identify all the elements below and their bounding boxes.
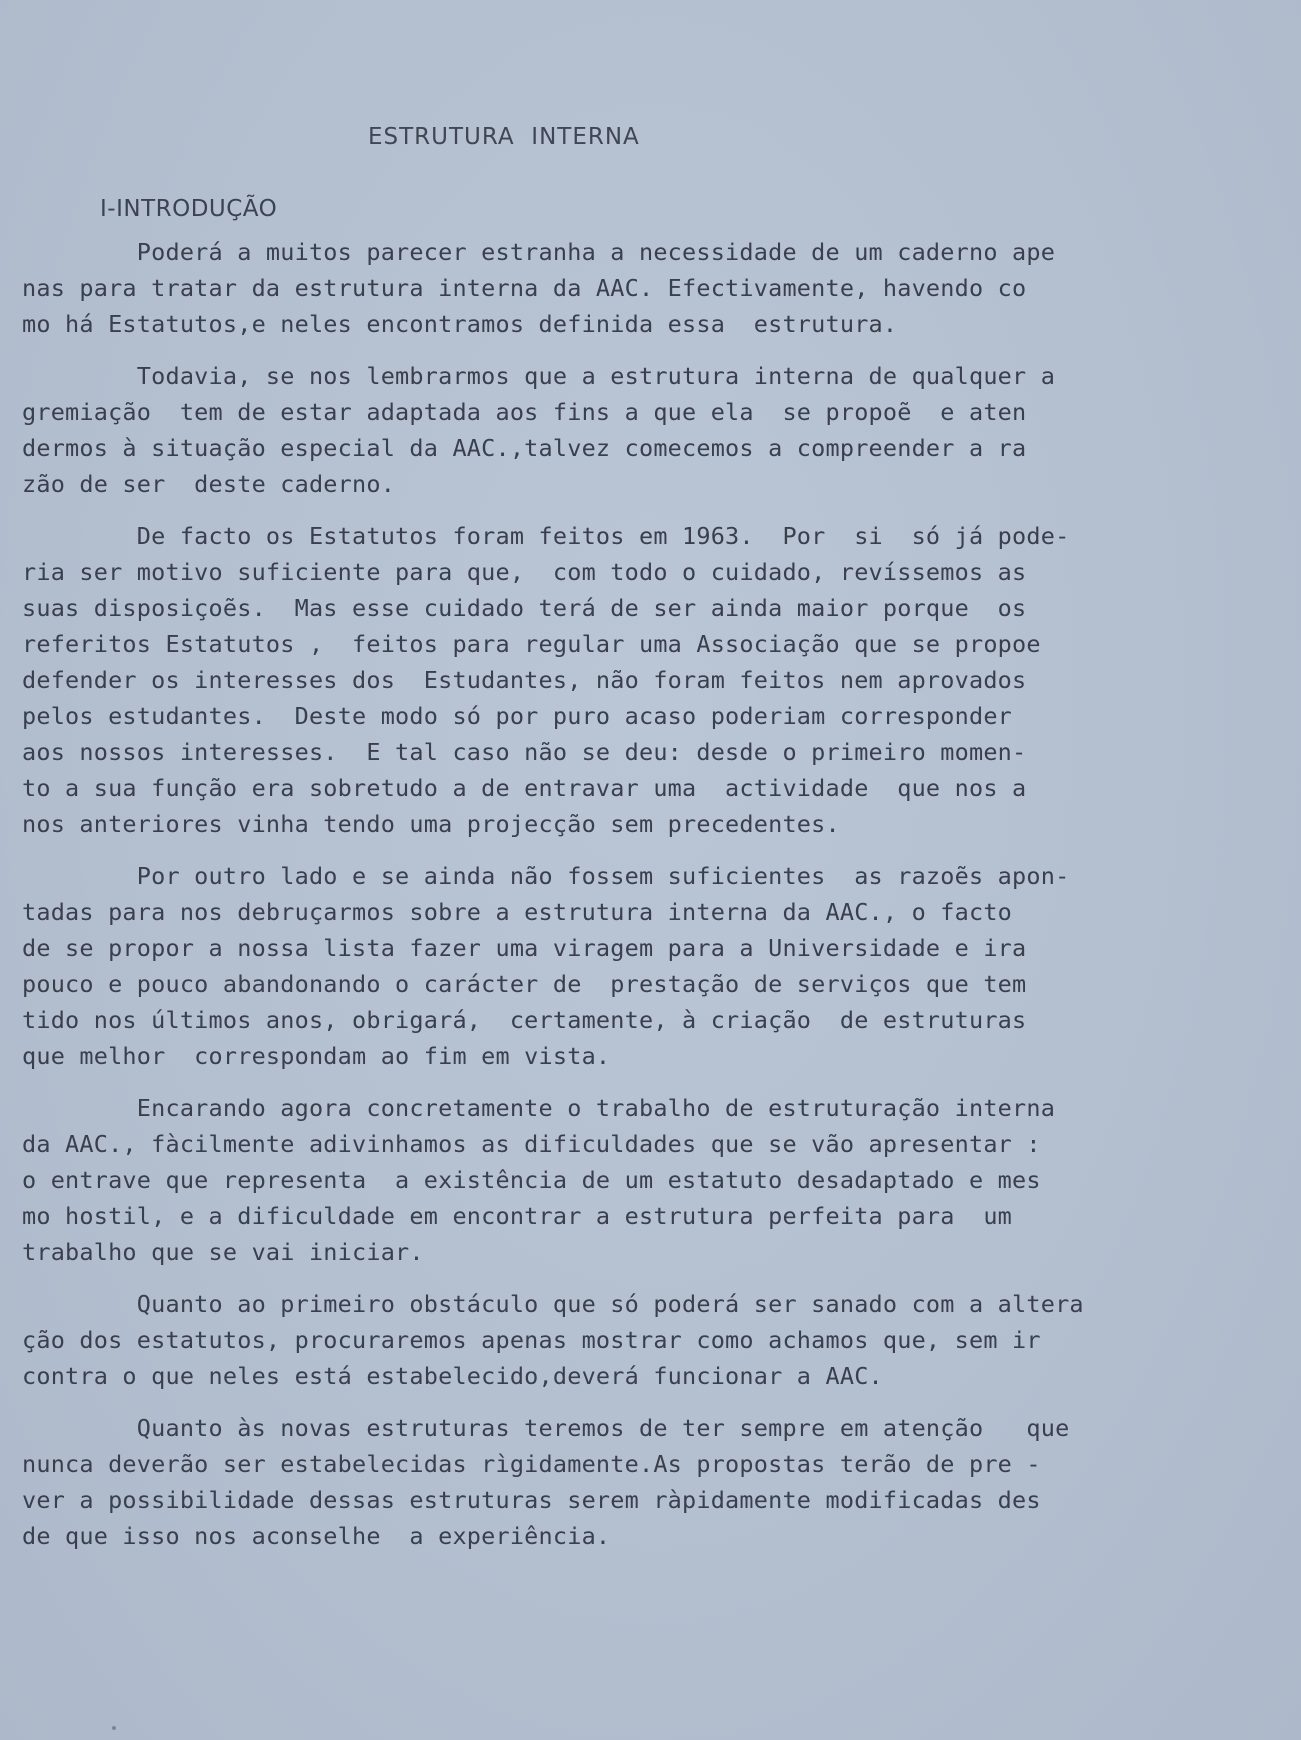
text-line: trabalho que se vai iniciar. xyxy=(22,1238,424,1266)
paragraph-4 xyxy=(22,858,1292,1074)
paragraph-1 xyxy=(22,234,1292,342)
paragraph-2 xyxy=(22,358,1292,502)
text-line: Todavia, se nos lembrarmos que a estrutura interna de qualquer a xyxy=(22,362,1056,390)
paragraph-6 xyxy=(22,1286,1292,1394)
text-line: tido nos últimos anos, obrigará, certamente, à criação de estruturas xyxy=(22,1006,1027,1034)
text-line: nos anteriores vinha tendo uma projecção sem precedentes. xyxy=(22,810,840,838)
text-line: Quanto ao primeiro obstáculo que só poderá ser sanado com a altera xyxy=(22,1290,1084,1318)
text-line: defender os interesses dos Estudantes, não foram feitos nem aprovados xyxy=(22,666,1027,694)
text-line: suas disposiçoẽs. Mas esse cuidado terá de ser ainda maior porque os xyxy=(22,594,1027,622)
text-line: referitos Estatutos , feitos para regular uma Associação que se propoe xyxy=(22,630,1041,658)
text-line: pouco e pouco abandonando o carácter de prestação de serviços que tem xyxy=(22,970,1027,998)
text-line: zão de ser deste caderno. xyxy=(22,470,396,498)
text-line: Poderá a muitos parecer estranha a necessidade de um caderno ape xyxy=(22,238,1056,266)
text-line: Encarando agora concretamente o trabalho de estruturação interna xyxy=(22,1094,1056,1122)
text-line: ria ser motivo suficiente para que, com todo o cuidado, revíssemos as xyxy=(22,558,1027,586)
text-line: ver a possibilidade dessas estruturas serem ràpidamente modificadas des xyxy=(22,1486,1041,1514)
text-line: o entrave que representa a existência de um estatuto desadaptado e mes xyxy=(22,1166,1041,1194)
text-line: que melhor correspondam ao fim em vista. xyxy=(22,1042,611,1070)
section-heading: I-INTRODUÇÃO xyxy=(100,196,278,222)
paragraph-7 xyxy=(22,1410,1292,1554)
paragraph-5 xyxy=(22,1090,1292,1270)
text-line: to a sua função era sobretudo a de entravar uma actividade que nos a xyxy=(22,774,1027,802)
text-line: nunca deverão ser estabelecidas rìgidamente.As propostas terão de pre - xyxy=(22,1450,1041,1478)
paper-speck xyxy=(112,1726,116,1730)
text-line: aos nossos interesses. E tal caso não se deu: desde o primeiro momen- xyxy=(22,738,1027,766)
paragraph-3 xyxy=(22,518,1292,842)
text-line: nas para tratar da estrutura interna da AAC. Efectivamente, havendo co xyxy=(22,274,1027,302)
text-line: de que isso nos aconselhe a experiência. xyxy=(22,1522,611,1550)
body-text xyxy=(22,234,1292,1570)
text-line: tadas para nos debruçarmos sobre a estrutura interna da AAC., o facto xyxy=(22,898,1013,926)
text-line: da AAC., fàcilmente adivinhamos as dificuldades que se vão apresentar : xyxy=(22,1130,1041,1158)
text-line: ção dos estatutos, procuraremos apenas mostrar como achamos que, sem ir xyxy=(22,1326,1041,1354)
text-line: mo hostil, e a dificuldade em encontrar a estrutura perfeita para um xyxy=(22,1202,1013,1230)
text-line: mo há Estatutos,e neles encontramos definida essa estrutura. xyxy=(22,310,898,338)
text-line: De facto os Estatutos foram feitos em 1963. Por si só já pode- xyxy=(22,522,1070,550)
text-line: Quanto às novas estruturas teremos de ter sempre em atenção que xyxy=(22,1414,1070,1442)
text-line: gremiação tem de estar adaptada aos fins a que ela se propoẽ e aten xyxy=(22,398,1027,426)
text-line: Por outro lado e se ainda não fossem suficientes as razoẽs apon- xyxy=(22,862,1070,890)
text-line: pelos estudantes. Deste modo só por puro acaso poderiam corresponder xyxy=(22,702,1013,730)
text-line: contra o que neles está estabelecido,deverá funcionar a AAC. xyxy=(22,1362,883,1390)
text-line: dermos à situação especial da AAC.,talvez comecemos a compreender a ra xyxy=(22,434,1027,462)
text-line: de se propor a nossa lista fazer uma viragem para a Universidade e ira xyxy=(22,934,1027,962)
document-title: ESTRUTURA INTERNA xyxy=(368,124,640,150)
